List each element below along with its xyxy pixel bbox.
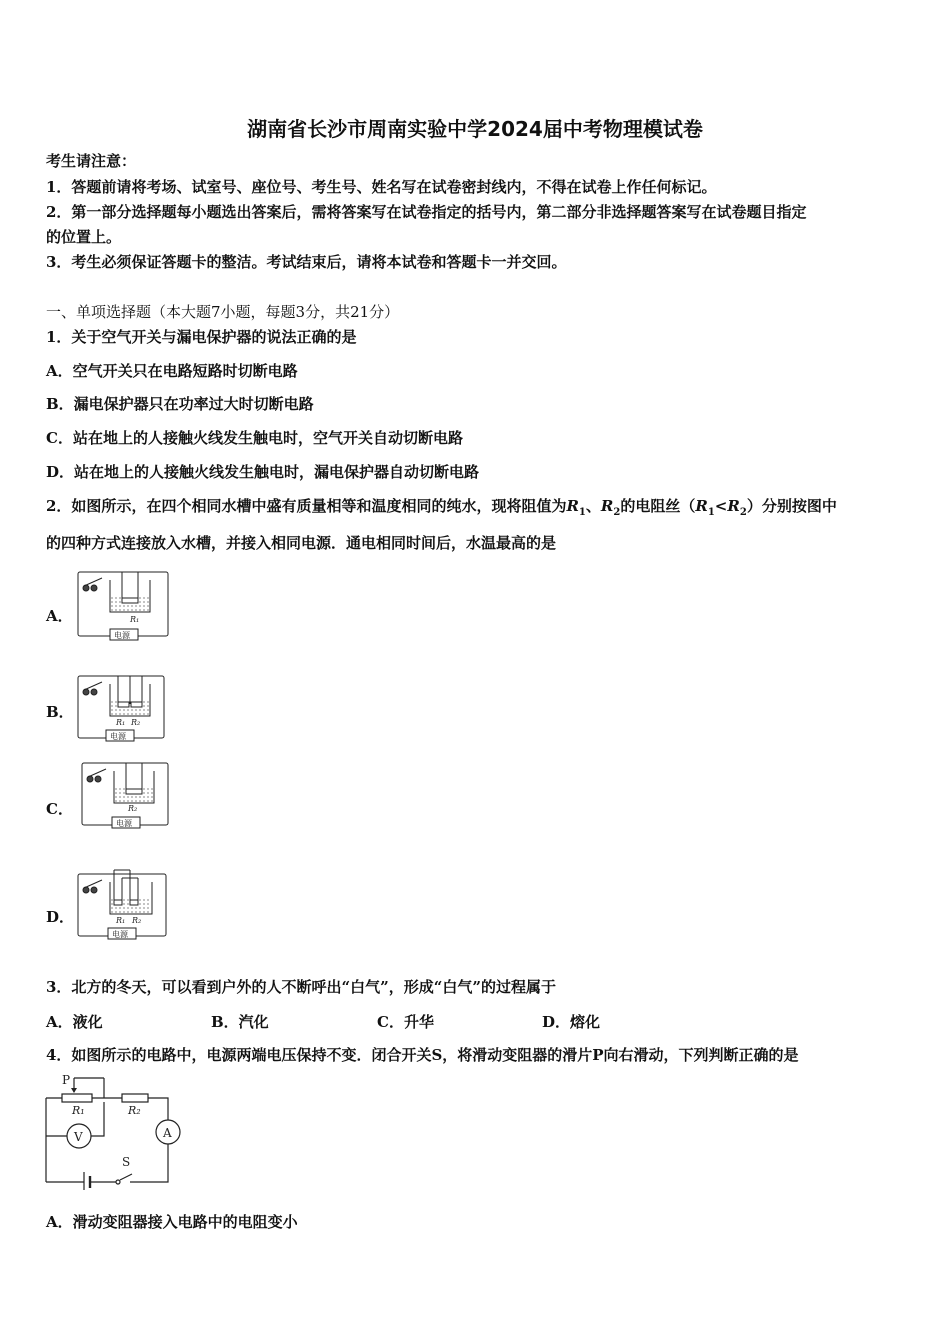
q2-option-c: C． xyxy=(46,800,73,818)
notice-item-2-cont: 的位置上。 xyxy=(46,228,122,246)
section-heading: 一、单项选择题（本大题7小题，每题3分，共21分） xyxy=(46,303,400,321)
var-r2-sub: 2 xyxy=(613,507,621,518)
cmp-r1: R xyxy=(695,497,708,515)
label-v: V xyxy=(74,1130,83,1144)
label-r1: R₁ xyxy=(116,916,126,925)
label-r2: R₂ xyxy=(131,718,141,727)
q2-stem-line2: 的四种方式连接放入水槽，并接入相同电源．通电相同时间后，水温最高的是 xyxy=(46,534,557,552)
label-p: P xyxy=(62,1073,71,1087)
q3-option-c: C．升华 xyxy=(377,1013,434,1031)
var-r1: R xyxy=(566,497,579,515)
label-r1: R₁ xyxy=(116,718,126,727)
label-a: A xyxy=(163,1126,172,1140)
label-r1: R₁ xyxy=(130,615,140,624)
label-s: S xyxy=(122,1155,131,1169)
switch-icon xyxy=(83,682,102,695)
q3-option-b: B．汽化 xyxy=(211,1013,269,1031)
q1-option-b: B．漏电保护器只在功率过大时切断电路 xyxy=(46,395,314,413)
notice-item-3: 3．考生必须保证答题卡的整洁。考试结束后，请将本试卷和答题卡一并交回。 xyxy=(46,253,567,271)
cmp-r2: R xyxy=(727,497,740,515)
q2-stem-c: ）分别按图中 xyxy=(746,497,837,515)
q2-stem-a: 2．如图所示，在四个相同水槽中盛有质量相等和温度相同的纯水，现将阻值为 xyxy=(46,497,567,515)
q2-stem-line1 xyxy=(46,496,837,523)
q2-option-b: B． xyxy=(46,703,74,721)
label-r2: R₂ xyxy=(132,916,142,925)
page-title: 湖南省长沙市周南实验中学2024届中考物理模试卷 xyxy=(247,117,703,141)
switch-icon xyxy=(83,578,102,591)
label-r2: R₂ xyxy=(128,1104,141,1117)
q1-stem: 1．关于空气开关与漏电保护器的说法正确的是 xyxy=(46,328,357,346)
q2-stem-b: 的电阻丝（ xyxy=(620,497,696,515)
q3-option-a: A．液化 xyxy=(46,1013,103,1031)
power-label: 电源 xyxy=(116,819,132,828)
q2-figure-b xyxy=(76,672,172,746)
switch-icon xyxy=(83,880,102,893)
q2-option-d: D． xyxy=(46,908,75,926)
power-label: 电源 xyxy=(112,930,128,939)
q2-option-a: A． xyxy=(46,607,73,625)
notice-item-2: 2．第一部分选择题每小题选出答案后，需将答案写在试卷指定的括号内，第二部分非选择题答案写在试卷题目指定 xyxy=(46,203,807,221)
switch-icon xyxy=(120,1174,132,1180)
notice-heading: 考生请注意： xyxy=(46,152,137,170)
notice-item-1: 1．答题前请将考场、试室号、座位号、考生号、姓名写在试卷密封线内，不得在试卷上作任何标记。 xyxy=(46,178,717,196)
q4-circuit-figure xyxy=(40,1072,190,1192)
power-label: 电源 xyxy=(114,631,130,640)
label-r2: R₂ xyxy=(128,804,138,813)
label-r1: R₁ xyxy=(72,1104,85,1117)
cmp-sign: < xyxy=(714,497,728,515)
switch-icon xyxy=(87,769,106,782)
q2-figure-c xyxy=(78,759,174,833)
q1-option-c: C．站在地上的人接触火线发生触电时，空气开关自动切断电路 xyxy=(46,429,463,447)
power-label: 电源 xyxy=(110,732,126,741)
q2-figure-a xyxy=(76,568,172,642)
var-r1-sub: 1 xyxy=(578,507,586,518)
q1-option-d: D．站在地上的人接触火线发生触电时，漏电保护器自动切断电路 xyxy=(46,463,480,481)
q4-stem: 4．如图所示的电路中，电源两端电压保持不变．闭合开关S，将滑动变阻器的滑片P向右滑动，下列判断正确的是 xyxy=(46,1046,799,1064)
q1-option-a: A．空气开关只在电路短路时切断电路 xyxy=(46,362,298,380)
cmp-r2-sub: 2 xyxy=(739,507,747,518)
r1-resistor xyxy=(62,1094,92,1102)
q3-stem: 3．北方的冬天，可以看到户外的人不断呼出“白气”，形成“白气”的过程属于 xyxy=(46,978,556,996)
cmp-r1-sub: 1 xyxy=(707,507,715,518)
q2-figure-d xyxy=(76,868,172,942)
q2-sep: 、 xyxy=(585,497,601,515)
r2-resistor xyxy=(122,1094,148,1102)
q3-option-d: D．熔化 xyxy=(542,1013,601,1031)
var-r2: R xyxy=(600,497,614,515)
q4-option-a: A．滑动变阻器接入电路中的电阻变小 xyxy=(46,1213,298,1231)
